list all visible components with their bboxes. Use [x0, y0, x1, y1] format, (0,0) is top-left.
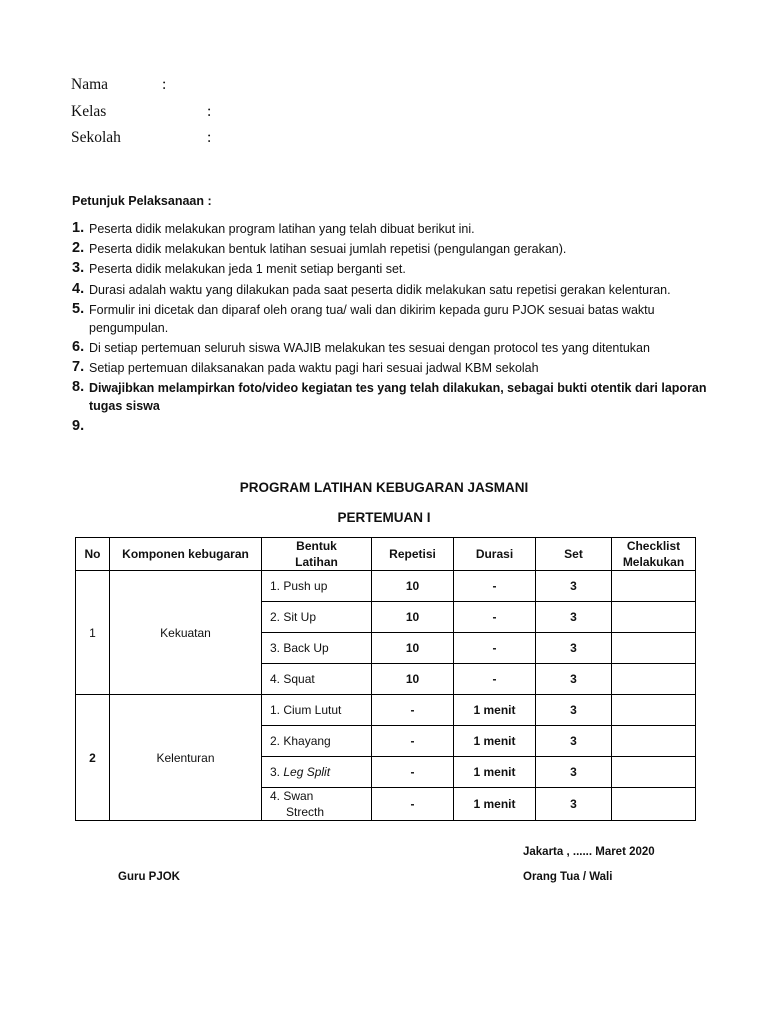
- instruction-number: 2.: [72, 240, 85, 257]
- exercise-italic: Leg Split: [283, 765, 331, 779]
- instruction-number: 9.: [72, 417, 85, 434]
- instruction-text: Durasi adalah waktu yang dilakukan pada saat peserta didik melakukan satu repetisi gerakan kelenturan.: [89, 282, 671, 297]
- checklist-cell[interactable]: [612, 788, 696, 821]
- exercise-cell: [262, 757, 372, 788]
- instruction-item: [72, 301, 712, 337]
- class-row: [71, 102, 212, 130]
- name-colon: :: [162, 76, 167, 93]
- checklist-cell[interactable]: [612, 664, 696, 695]
- program-table: [75, 537, 696, 821]
- set-cell: 3: [536, 726, 612, 757]
- school-colon: :: [207, 129, 212, 146]
- reps-cell: -: [372, 695, 454, 726]
- checklist-cell[interactable]: [612, 633, 696, 664]
- class-label: Kelas: [71, 102, 107, 120]
- instruction-text: Peserta didik melakukan bentuk latihan sesuai jumlah repetisi (pengulangan gerakan).: [89, 242, 567, 257]
- reps-cell: -: [372, 788, 454, 821]
- instruction-item: [72, 220, 712, 238]
- name-row: [71, 76, 167, 103]
- exercise-cell: [262, 788, 372, 821]
- instruction-text: Setiap pertemuan dilaksanakan pada waktu pagi hari sesuai jadwal KBM sekolah: [89, 361, 539, 376]
- instruction-number: 8.: [72, 379, 85, 396]
- group-number: 2: [76, 695, 110, 821]
- meeting-title: PERTEMUAN I: [337, 510, 431, 525]
- set-cell: 3: [536, 695, 612, 726]
- identity-block: [71, 76, 212, 156]
- program-title: PROGRAM LATIHAN KEBUGARAN JASMANI: [239, 480, 529, 495]
- header-exercise: [262, 538, 372, 571]
- instruction-text: Di setiap pertemuan seluruh siswa WAJIB melakukan tes sesuai dengan protocol tes yang ditentukan: [89, 340, 650, 355]
- exercise-cell: 2. Sit Up: [262, 602, 372, 633]
- duration-cell: 1 menit: [454, 757, 536, 788]
- exercise-line1: 4. Swan: [270, 789, 314, 803]
- instruction-number: 1.: [72, 220, 85, 236]
- place-date: Jakarta , ...... Maret 2020: [523, 846, 655, 858]
- school-label: Sekolah: [71, 129, 121, 146]
- checklist-cell[interactable]: [612, 602, 696, 633]
- duration-cell: -: [454, 571, 536, 602]
- group-component: Kelenturan: [110, 695, 262, 821]
- set-cell: 3: [536, 602, 612, 633]
- instruction-number: 7.: [72, 359, 85, 376]
- duration-cell: -: [454, 664, 536, 695]
- group-number: 1: [76, 571, 110, 695]
- instruction-number: 6.: [72, 338, 85, 355]
- set-cell: 3: [536, 633, 612, 664]
- header-no: No: [76, 538, 110, 571]
- header-component: Komponen kebugaran: [110, 538, 262, 571]
- instructions-list: [72, 220, 712, 434]
- duration-cell: -: [454, 633, 536, 664]
- group-component: Kekuatan: [110, 571, 262, 695]
- instruction-item: [72, 379, 712, 415]
- table-row: [76, 571, 696, 602]
- school-row: [71, 129, 212, 156]
- header-exercise-line2: Latihan: [295, 555, 338, 569]
- duration-cell: 1 menit: [454, 695, 536, 726]
- exercise-prefix: 3.: [270, 765, 284, 779]
- instruction-number: 3.: [72, 260, 85, 277]
- set-cell: 3: [536, 571, 612, 602]
- header-checklist: [612, 538, 696, 571]
- checklist-cell[interactable]: [612, 695, 696, 726]
- class-colon: :: [207, 102, 212, 120]
- reps-cell: -: [372, 726, 454, 757]
- set-cell: 3: [536, 664, 612, 695]
- duration-cell: 1 menit: [454, 788, 536, 821]
- reps-cell: -: [372, 757, 454, 788]
- header-checklist-line1: Checklist: [626, 539, 681, 553]
- header-checklist-line2: Melakukan: [622, 555, 685, 569]
- name-label: Nama: [71, 76, 109, 93]
- exercise-cell: 4. Squat: [262, 664, 372, 695]
- instruction-text: Peserta didik melakukan program latihan yang telah dibuat berikut ini.: [89, 222, 475, 236]
- instructions-title: Petunjuk Pelaksanaan :: [72, 194, 212, 208]
- instruction-item: [72, 240, 712, 258]
- header-duration: Durasi: [454, 538, 536, 571]
- instruction-item: [72, 359, 712, 377]
- instruction-text: Formulir ini dicetak dan diparaf oleh orang tua/ wali dan dikirim kepada guru PJOK sesuai batas waktu pengumpulan.: [89, 302, 655, 335]
- reps-cell: 10: [372, 571, 454, 602]
- instruction-number: 5.: [72, 300, 85, 317]
- table-header-row: [76, 538, 696, 571]
- table-row: [76, 695, 696, 726]
- duration-cell: -: [454, 602, 536, 633]
- checklist-cell[interactable]: [612, 757, 696, 788]
- exercise-cell: 2. Khayang: [262, 726, 372, 757]
- teacher-signature-label: Guru PJOK: [118, 871, 180, 883]
- exercise-cell: 3. Back Up: [262, 633, 372, 664]
- checklist-cell[interactable]: [612, 726, 696, 757]
- set-cell: 3: [536, 788, 612, 821]
- checklist-cell[interactable]: [612, 571, 696, 602]
- header-reps: Repetisi: [372, 538, 454, 571]
- instruction-item: [72, 339, 712, 357]
- duration-cell: 1 menit: [454, 726, 536, 757]
- instruction-number: 4.: [72, 280, 85, 297]
- reps-cell: 10: [372, 602, 454, 633]
- header-exercise-line1: Bentuk: [296, 539, 337, 553]
- set-cell: 3: [536, 757, 612, 788]
- exercise-line2: Strecth: [286, 805, 325, 819]
- instruction-text: Peserta didik melakukan jeda 1 menit setiap berganti set.: [89, 262, 406, 277]
- exercise-cell: 1. Push up: [262, 571, 372, 602]
- instruction-text: Diwajibkan melampirkan foto/video kegiatan tes yang telah dilakukan, sebagai bukti otentik dari laporan tugas siswa: [89, 381, 707, 414]
- instruction-item: [72, 260, 712, 278]
- exercise-cell: 1. Cium Lutut: [262, 695, 372, 726]
- header-set: Set: [536, 538, 612, 571]
- reps-cell: 10: [372, 633, 454, 664]
- instruction-item: [72, 281, 712, 299]
- parent-signature-label: Orang Tua / Wali: [523, 871, 613, 883]
- reps-cell: 10: [372, 664, 454, 695]
